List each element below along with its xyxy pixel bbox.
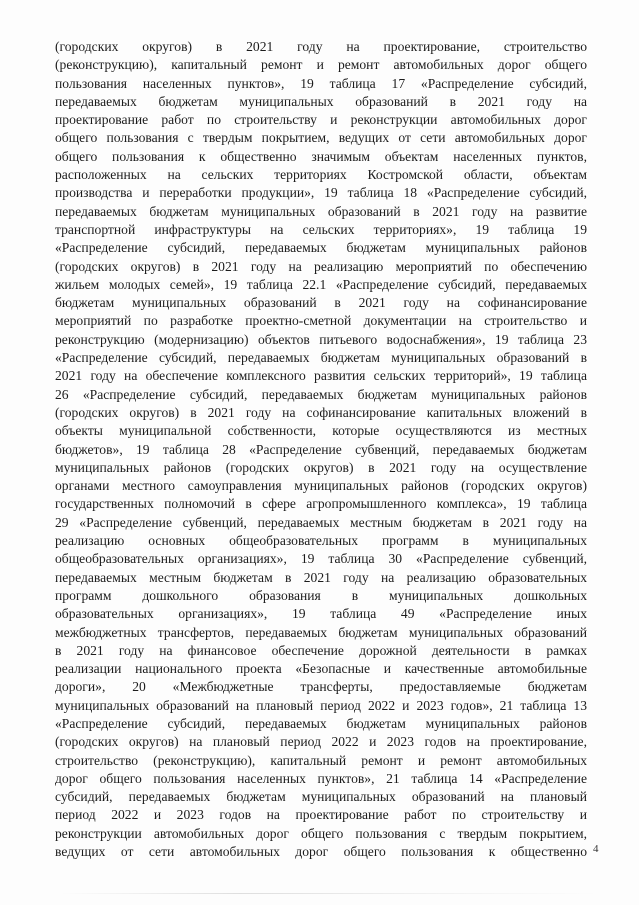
text-line: жильем молодых семей», 19 таблица 22.1 «Распределение субсидий, передаваемых — [55, 276, 587, 292]
text-line: в 2021 году на финансовое обеспечение дорожной деятельности в рамках — [55, 642, 587, 658]
text-line: реконструкции автомобильных дорог общего пользования с твердым покрытием, — [55, 825, 587, 841]
text-line: расположенных на сельских территориях Костромской области, объектам — [55, 167, 587, 183]
text-line: бюджетам муниципальных образований в 2021 году на софинансирование — [55, 295, 587, 311]
text-line: (городских округов) на плановый период 2022 и 2023 годов на проектирование, — [55, 734, 587, 750]
text-line: проектирование работ по строительству и реконструкции автомобильных дорог — [55, 112, 587, 128]
text-line: дороги», 20 «Межбюджетные трансферты, предоставляемые бюджетам — [55, 679, 587, 695]
scan-divider — [60, 893, 600, 894]
text-line: 29 «Распределение субвенций, передаваемых местным бюджетам в 2021 году на — [55, 514, 587, 530]
body-text — [55, 38, 587, 861]
text-line: межбюджетных трансфертов, передаваемых бюджетам муниципальных образований — [55, 624, 587, 640]
text-line: «Распределение субсидий, передаваемых бюджетам муниципальных районов — [55, 240, 587, 256]
text-line: дорог общего пользования населенных пунктов», 21 таблица 14 «Распределение — [55, 770, 587, 786]
text-line: объекты муниципальной собственности, которые осуществляются из местных — [55, 423, 587, 439]
text-line: образовательных организациях», 19 таблица 49 «Распределение иных — [55, 606, 587, 622]
text-line: (реконструкцию), капитальный ремонт и ремонт автомобильных дорог общего — [55, 57, 587, 73]
text-line: органами местного самоуправления муниципальных районов (городских округов) — [55, 478, 587, 494]
text-line: «Распределение субсидий, передаваемых бюджетам муниципальных образований в — [55, 350, 587, 366]
text-line: 26 «Распределение субсидий, передаваемых бюджетам муниципальных районов — [55, 386, 587, 402]
text-line: общеобразовательных организациях», 19 таблица 30 «Распределение субвенций, — [55, 551, 587, 567]
text-line: пользования населенных пунктов», 19 таблица 17 «Распределение субсидий, — [55, 75, 587, 91]
text-line: общего пользования к общественно значимым объектам населенных пунктов, — [55, 148, 587, 164]
text-line: 2021 году на обеспечение комплексного развития сельских территорий», 19 таблица — [55, 368, 587, 384]
text-line: производства и переработки продукции», 19 таблица 18 «Распределение субсидий, — [55, 185, 587, 201]
text-line: ведущих от сети автомобильных дорог общего пользования к общественно — [55, 844, 587, 860]
page-number: 4 — [593, 843, 599, 855]
text-line: передаваемых местным бюджетам в 2021 году на реализацию образовательных — [55, 569, 587, 585]
text-line: период 2022 и 2023 годов на проектирование работ по строительству и — [55, 807, 587, 823]
text-line: муниципальных районов (городских округов) в 2021 году на осуществление — [55, 459, 587, 475]
text-line: реализации национального проекта «Безопасные и качественные автомобильные — [55, 661, 587, 677]
text-line: программ дошкольного образования в муниципальных дошкольных — [55, 587, 587, 603]
text-line: общего пользования с твердым покрытием, ведущих от сети автомобильных дорог — [55, 130, 587, 146]
text-line: бюджетов», 19 таблица 28 «Распределение субвенций, передаваемых бюджетам — [55, 441, 587, 457]
text-line: строительство (реконструкцию), капитальный ремонт и ремонт автомобильных — [55, 752, 587, 768]
text-line: субсидий, передаваемых бюджетам муниципальных образований на плановый — [55, 789, 587, 805]
text-line: передаваемых бюджетам муниципальных образований в 2021 году на — [55, 93, 587, 109]
text-line: муниципальных образований на плановый период 2022 и 2023 годов», 21 таблица 13 — [55, 697, 587, 713]
text-line: «Распределение субсидий, передаваемых бюджетам муниципальных районов — [55, 715, 587, 731]
text-line: реализацию основных общеобразовательных программ в муниципальных — [55, 533, 587, 549]
text-line: (городских округов) в 2021 году на софинансирование капитальных вложений в — [55, 404, 587, 420]
text-line: государственных полномочий в сфере агропромышленного комплекса», 19 таблица — [55, 496, 587, 512]
text-line: мероприятий по разработке проектно-сметной документации на строительство и — [55, 313, 587, 329]
text-line: (городских округов) в 2021 году на проектирование, строительство — [55, 39, 587, 54]
text-line: реконструкцию (модернизацию) объектов питьевого водоснабжения», 19 таблица 23 — [55, 331, 587, 347]
text-line: транспортной инфраструктуры на сельских территориях», 19 таблица 19 — [55, 221, 587, 237]
text-line: (городских округов) в 2021 году на реализацию мероприятий по обеспечению — [55, 258, 587, 274]
text-line: передаваемых бюджетам муниципальных образований в 2021 году на развитие — [55, 203, 587, 219]
